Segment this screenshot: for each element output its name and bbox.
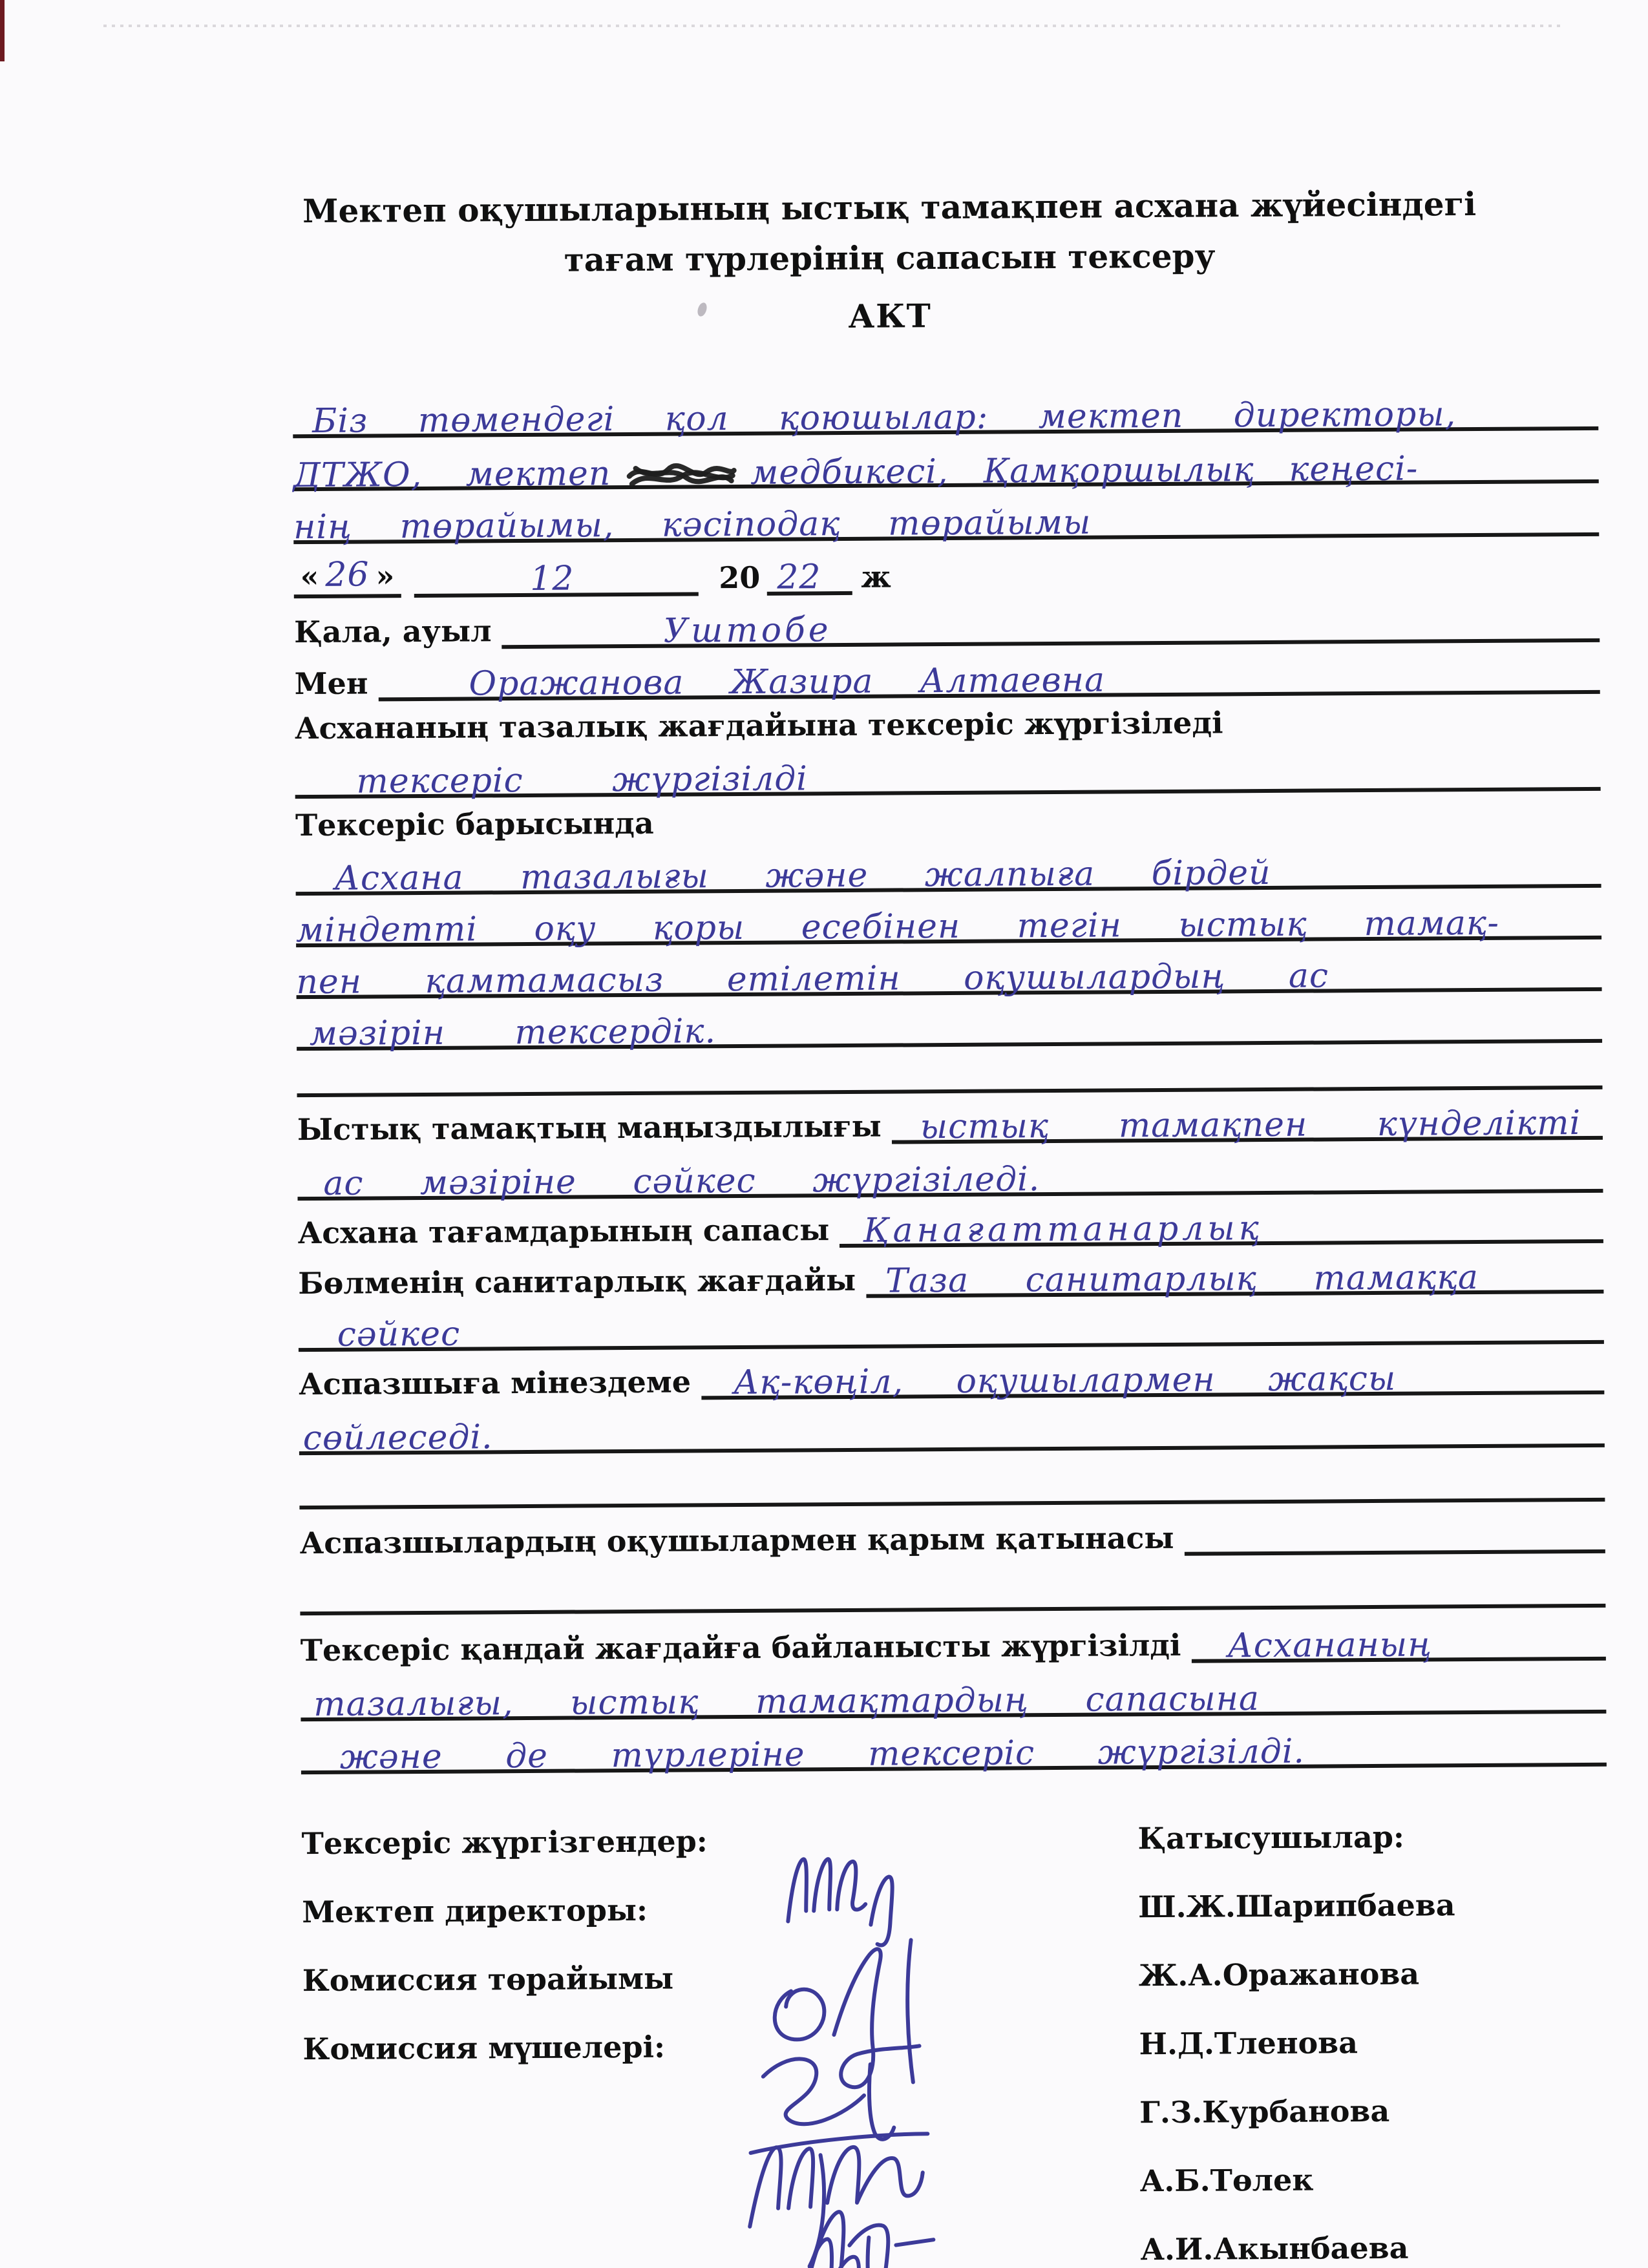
inspection-reason-value-line3: және де түрлеріне тексеріс жүргізілді. xyxy=(339,1732,1305,1777)
strikethrough-scribble xyxy=(622,451,739,493)
hot-food-value-line1: ыстық тамақпен күнделікті xyxy=(920,1104,1581,1147)
date-day-handwritten: 26 xyxy=(325,555,370,594)
hot-food-row xyxy=(297,1089,1603,1148)
inspection-note-ruled-4 xyxy=(297,991,1602,1054)
hot-food-label: Ыстық тамақтың маңыздылығы xyxy=(297,1108,882,1147)
date-year-suffix: ж xyxy=(861,559,891,594)
sig-name-0: Ш.Ж.Шарипбаева xyxy=(1138,1887,1455,1925)
inspection-reason-label: Тексеріс қандай жағдайға байланысты жүргізілді xyxy=(300,1627,1181,1668)
cook-reference-value-line1: Ақ-көңіл, оқушылармен жақсы xyxy=(733,1359,1397,1403)
sanitary-value-line1: Таза санитарлық тамаққа xyxy=(885,1258,1479,1301)
inspection-reason-value-line1: Асхананың xyxy=(1227,1625,1433,1666)
doc-title-line1: Мектеп оқушыларының ыстық тамақпен асхана жүйесіндегі xyxy=(302,184,1477,231)
sig-name-2: Н.Д.Тленова xyxy=(1139,2025,1358,2062)
inspection-course-label: Тексеріс барысында xyxy=(295,805,654,843)
name-field-label: Мен xyxy=(294,666,368,701)
sanitary-row xyxy=(298,1243,1603,1301)
cleanliness-section-label: Асхананың тазалық жағдайына тексеріс жүргізіледі xyxy=(294,705,1223,746)
food-quality-label: Асхана тағамдарының сапасы xyxy=(297,1212,830,1250)
intro-ruled-line-1 xyxy=(293,377,1598,441)
inspection-note-ruled-1 xyxy=(295,836,1601,896)
inspection-note-line2: міндетті оқу қоры есебінен тегін ыстық тамақ- xyxy=(295,903,1500,950)
hot-food-value-line2: ас мәзіріне сәйкес жүргізіледі. xyxy=(323,1160,1041,1203)
intro-handwriting-line1: Біз төмендегі қол қоюшылар: мектеп директоры, xyxy=(312,395,1457,441)
sig-role-4 xyxy=(304,2181,1140,2186)
sanitary-label: Бөлменің санитарлық жағдайы xyxy=(298,1262,856,1301)
sig-name-5: А.И.Акынбаева xyxy=(1140,2230,1409,2267)
sanitary-value-line2: сәйкес xyxy=(337,1314,461,1354)
act-heading: АКТ xyxy=(848,297,933,335)
inspection-reason-row xyxy=(300,1608,1605,1668)
signature-akynbaeva xyxy=(776,2206,931,2268)
intro-handwriting-line2-after: медбикесі, Қамқоршылық кеңесі- xyxy=(750,449,1419,492)
city-field-value: Уштобе xyxy=(663,611,832,651)
scan-edge-artifact xyxy=(0,0,5,61)
blank-ruled-line-2 xyxy=(299,1447,1605,1509)
blank-ruled-line-1 xyxy=(297,1043,1602,1097)
cooks-relation-label: Аспазшылардың оқушылармен қарым қатынасы xyxy=(299,1520,1174,1560)
cleanliness-value: тексеріс жүргізілді xyxy=(356,759,808,801)
inspection-reason-ruled-2 xyxy=(301,1661,1606,1725)
date-close-quote: » xyxy=(375,558,395,594)
blank-ruled-line-3 xyxy=(300,1553,1605,1615)
inspectors-header: Тексеріс жүргізгендер: xyxy=(301,1823,708,1862)
inspection-note-line1: Асхана тазалығы және жалпыға бірдей xyxy=(334,853,1271,898)
sig-role-2: Комиссия мүшелері: xyxy=(302,2029,666,2067)
hot-food-ruled-2 xyxy=(297,1140,1603,1201)
participants-header: Қатысушылар: xyxy=(1137,1819,1405,1856)
sig-name-1: Ж.А.Оражанова xyxy=(1138,1956,1420,1993)
inspection-note-ruled-2 xyxy=(295,888,1601,950)
food-quality-value: Қанағаттанарлық xyxy=(863,1209,1263,1250)
intro-handwriting-line2-before: ДТЖО, мектеп xyxy=(293,454,611,496)
date-open-quote: « xyxy=(300,558,319,594)
signatures-header-row xyxy=(301,1801,1607,1878)
cook-reference-ruled-2 xyxy=(299,1394,1604,1458)
sig-name-3: Г.З.Курбанова xyxy=(1139,2093,1390,2130)
cook-reference-value-line2: сөйлеседі. xyxy=(302,1418,493,1458)
inspection-reason-value-line2: тазалығы, ыстық тамақтардың сапасына xyxy=(313,1679,1260,1725)
inspection-note-line3: пен қамтамасыз етілетін оқушылардың ас xyxy=(296,956,1329,1002)
cooks-relation-row xyxy=(299,1502,1605,1561)
document-content xyxy=(290,0,1610,2268)
cleanliness-value-line xyxy=(295,739,1600,799)
city-field-label: Қала, ауыл xyxy=(293,613,492,649)
sanitary-ruled-2 xyxy=(298,1294,1603,1352)
cook-reference-row xyxy=(299,1344,1604,1402)
date-century-printed: 20 xyxy=(719,560,761,595)
cook-reference-label: Аспазшыға мінездеме xyxy=(299,1364,692,1402)
date-day-segment xyxy=(293,555,401,598)
inspection-reason-ruled-3 xyxy=(301,1714,1606,1777)
signatures-block xyxy=(301,1801,1609,2268)
intro-handwriting-line3: нің төрайымы, кәсіподақ төрайымы xyxy=(293,503,1092,547)
date-year-segment xyxy=(766,546,852,596)
inspection-note-line4: мәзірін тексердік. xyxy=(309,1012,717,1054)
intro-ruled-line-2 xyxy=(293,430,1598,496)
name-field-rule xyxy=(379,660,1600,704)
sig-role-1: Комиссия төрайымы xyxy=(302,1960,674,1999)
date-month-segment xyxy=(414,547,698,598)
name-field-row xyxy=(294,642,1600,702)
sig-name-4: А.Б.Төлек xyxy=(1139,2162,1314,2199)
date-year-handwritten: 22 xyxy=(777,558,821,597)
intro-ruled-line-3 xyxy=(293,483,1599,547)
sig-role-0: Мектеп директоры: xyxy=(302,1892,648,1930)
inspection-note-ruled-3 xyxy=(296,940,1601,1002)
date-month-handwritten: 12 xyxy=(530,559,575,598)
city-field-row xyxy=(294,591,1600,650)
doc-title-line2: тағам түрлерінің сапасын тексеру xyxy=(564,236,1216,279)
sig-role-5 xyxy=(304,2249,1140,2254)
sig-role-3 xyxy=(303,2112,1139,2117)
name-field-value: Оражанова Жазира Алтаевна xyxy=(469,660,1106,704)
